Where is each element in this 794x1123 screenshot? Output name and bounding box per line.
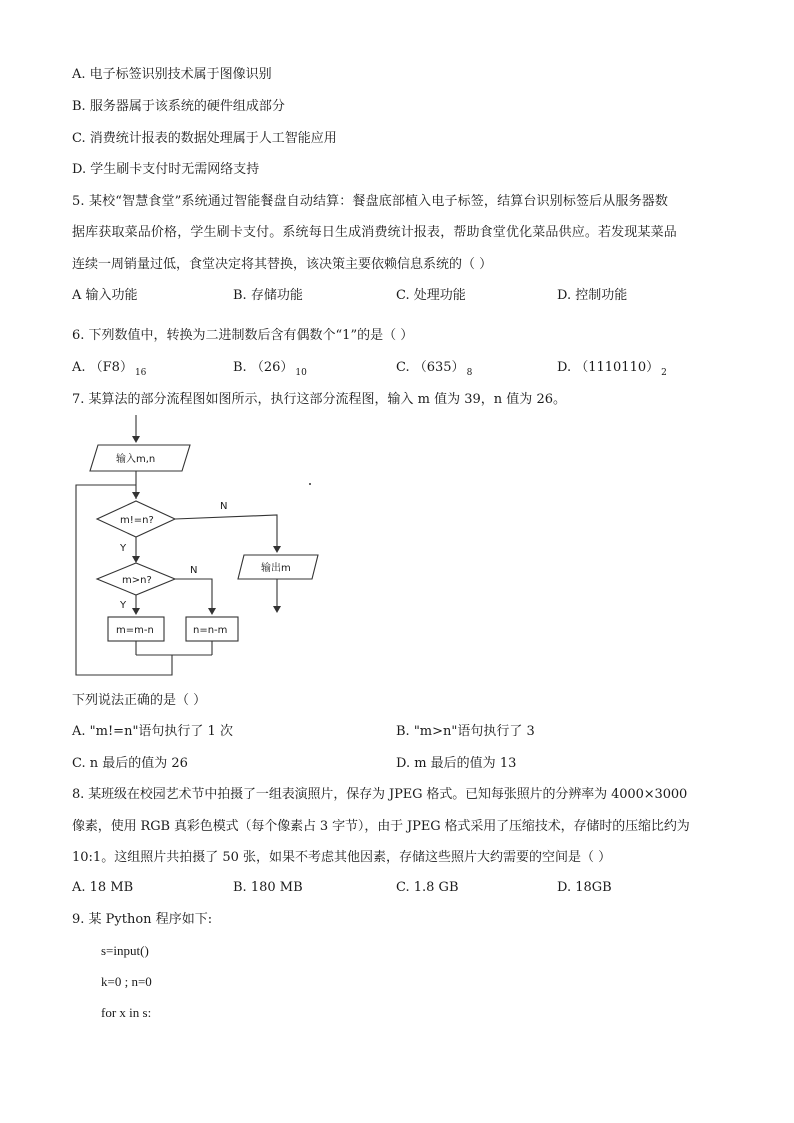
q5-option-c: C. 处理功能 [396, 288, 466, 303]
flow-yes-label-2: Y [120, 600, 127, 611]
q5-stem-line-1: 5. 某校“智慧食堂”系统通过智能餐盘自动结算：餐盘底部植入电子标签，结算台识别标签后从服务器数 [72, 194, 669, 209]
q7-option-d: D. m 最后的值为 13 [396, 756, 517, 771]
q5-option-b: B. 存储功能 [233, 288, 303, 303]
flow-output-label: 输出m [261, 563, 291, 574]
q7-option-b: B. "m>n"语句执行了 3 [396, 724, 535, 739]
q6-stem: 6. 下列数值中，转换为二进制数后含有偶数个“1”的是（ ） [72, 328, 414, 343]
q5-stem-line-2: 据库获取菜品价格，学生刷卡支付。系统每日生成消费统计报表，帮助食堂优化菜品供应。若发现某菜品 [72, 225, 677, 240]
q8-option-c: C. 1.8 GB [396, 880, 459, 895]
q5-option-a: A 输入功能 [72, 288, 138, 303]
q4-option-a: A. 电子标签识别技术属于图像识别 [72, 67, 272, 82]
flow-no-label-1: N [220, 501, 228, 512]
q5-option-d: D. 控制功能 [557, 288, 628, 303]
flow-process-right-label: n=n-m [193, 625, 228, 636]
q4-option-c: C. 消费统计报表的数据处理属于人工智能应用 [72, 131, 337, 146]
flow-decision-2-label: m>n? [122, 575, 152, 586]
flow-no-label-2: N [190, 565, 198, 576]
q9-code-line-1: s=input() [101, 943, 149, 958]
q8-option-a: A. 18 MB [72, 880, 134, 895]
q8-stem-line-3: 10:1。这组照片共拍摄了 50 张，如果不考虑其他因素，存储这些照片大约需要的空间是（ ） [72, 850, 612, 865]
q8-option-b: B. 180 MB [233, 880, 303, 895]
q6-option-b: B. （26） $_{10}$ [233, 360, 307, 378]
q8-option-d: D. 18GB [557, 880, 612, 895]
q4-option-d: D. 学生刷卡支付时无需网络支持 [72, 162, 260, 177]
q9-stem: 9. 某 Python 程序如下: [72, 912, 213, 927]
q8-stem-line-2: 像素，使用 RGB 真彩色模式（每个像素占 3 字节），由于 JPEG 格式采用了压缩技术，存储时的压缩比约为 [72, 819, 690, 834]
q9-code-line-3: for x in s: [101, 1005, 152, 1020]
q5-stem-line-3: 连续一周销量过低，食堂决定将其替换，该决策主要依赖信息系统的（ ） [72, 257, 493, 272]
q9-code-line-2: k=0 ; n=0 [101, 974, 152, 989]
q7-question: 下列说法正确的是（ ） [72, 693, 207, 708]
q4-option-b: B. 服务器属于该系统的硬件组成部分 [72, 99, 285, 114]
q6-option-c: C. （635） $_8$ [396, 360, 473, 378]
q7-stem: 7. 某算法的部分流程图如图所示，执行这部分流程图，输入 m 值为 39，n 值为 26。 [72, 392, 566, 407]
q7-option-c: C. n 最后的值为 26 [72, 756, 188, 771]
q8-stem-line-1: 8. 某班级在校园艺术节中拍摄了一组表演照片，保存为 JPEG 格式。已知每张照片的分辨率为 4000×3000 [72, 787, 688, 802]
flow-yes-label-1: Y [120, 543, 127, 554]
flow-process-left-label: m=m-n [116, 625, 154, 636]
q6-option-d: D. （1110110） $_2$ [557, 360, 667, 378]
flow-input-label: 输入m,n [116, 454, 156, 465]
flow-decision-1-label: m!=n? [120, 515, 154, 526]
q6-option-a: A. （F8） $_{16}$ [72, 360, 147, 378]
q7-option-a: A. "m!=n"语句执行了 1 次 [72, 724, 233, 739]
q7-flowchart [60, 405, 330, 680]
